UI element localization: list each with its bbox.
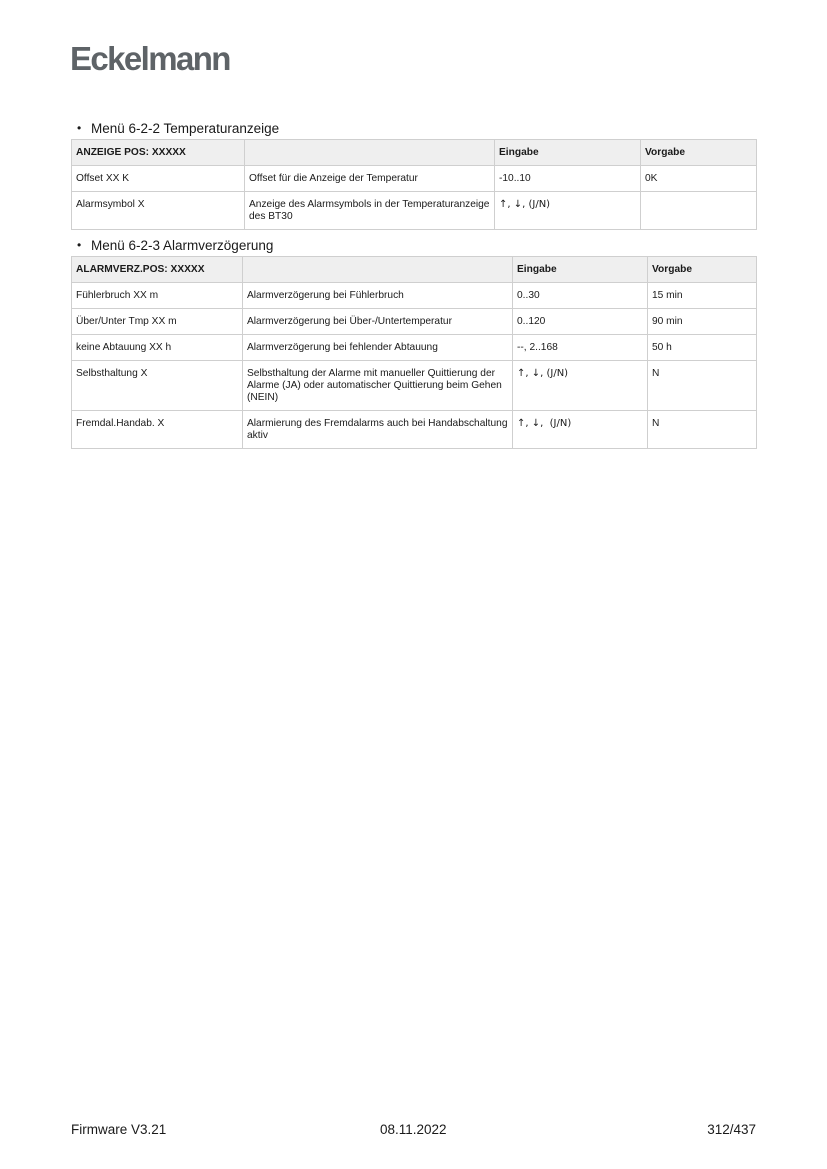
header-cell: ALARMVERZ.POS: XXXXX (72, 257, 243, 283)
table-row (72, 309, 757, 335)
param-cell: Fühlerbruch XX m (72, 283, 243, 309)
default-cell: 90 min (648, 309, 757, 335)
table-row (72, 283, 757, 309)
default-cell: 15 min (648, 283, 757, 309)
header-cell (245, 140, 495, 166)
param-cell: Über/Unter Tmp XX m (72, 309, 243, 335)
description-cell: Alarmverzögerung bei fehlender Abtauung (243, 335, 513, 361)
header-cell: Eingabe (513, 257, 648, 283)
section-title (71, 120, 756, 136)
input-cell: ↑, ↓, (J/N) (513, 361, 648, 411)
default-cell: 50 h (648, 335, 757, 361)
param-cell: Alarmsymbol X (72, 192, 245, 230)
header-cell: Vorgabe (648, 257, 757, 283)
table-row (72, 335, 757, 361)
input-cell: ↑, ↓, (J/N) (495, 192, 641, 230)
input-cell: ↑, ↓, (J/N) (513, 411, 648, 449)
footer-page-number: 312/437 (707, 1122, 756, 1137)
description-cell: Alarmverzögerung bei Fühlerbruch (243, 283, 513, 309)
bullet-icon: • (77, 238, 82, 252)
input-cell: 0..120 (513, 309, 648, 335)
default-cell: N (648, 411, 757, 449)
default-cell (641, 192, 757, 230)
table-row (72, 166, 757, 192)
footer-date: 08.11.2022 (380, 1122, 447, 1137)
header-cell: ANZEIGE POS: XXXXX (72, 140, 245, 166)
default-cell: N (648, 361, 757, 411)
section-temperaturanzeige (71, 120, 756, 230)
param-cell: Fremdal.Handab. X (72, 411, 243, 449)
header-cell: Vorgabe (641, 140, 757, 166)
default-cell: 0K (641, 166, 757, 192)
input-cell: --, 2..168 (513, 335, 648, 361)
eckelmann-logo: Eckelmann (70, 40, 230, 77)
param-cell: Offset XX K (72, 166, 245, 192)
param-cell: Selbsthaltung X (72, 361, 243, 411)
description-cell: Alarmverzögerung bei Über-/Untertemperatur (243, 309, 513, 335)
header-cell: Eingabe (495, 140, 641, 166)
section-title (71, 237, 756, 253)
table-row (72, 411, 757, 449)
table-row (72, 361, 757, 411)
footer-firmware: Firmware V3.21 (71, 1122, 167, 1137)
temperaturanzeige-table (71, 139, 757, 230)
description-cell: Alarmierung des Fremdalarms auch bei Handabschaltung aktiv (243, 411, 513, 449)
header-cell (243, 257, 513, 283)
section-title-text: Menü 6-2-2 Temperaturanzeige (91, 120, 280, 136)
table-header-row (72, 140, 757, 166)
param-cell: keine Abtauung XX h (72, 335, 243, 361)
table-row (72, 192, 757, 230)
description-cell: Anzeige des Alarmsymbols in der Temperaturanzeige des BT30 (245, 192, 495, 230)
section-alarmverzoegerung (71, 237, 756, 449)
table-header-row (72, 257, 757, 283)
section-title-text: Menü 6-2-3 Alarmverzögerung (91, 237, 274, 253)
bullet-icon: • (77, 121, 82, 135)
input-cell: 0..30 (513, 283, 648, 309)
alarmverzoegerung-table (71, 256, 757, 449)
description-cell: Offset für die Anzeige der Temperatur (245, 166, 495, 192)
description-cell: Selbsthaltung der Alarme mit manueller Quittierung der Alarme (JA) oder automatischer Quittierung beim Gehen (NEIN) (243, 361, 513, 411)
input-cell: -10..10 (495, 166, 641, 192)
